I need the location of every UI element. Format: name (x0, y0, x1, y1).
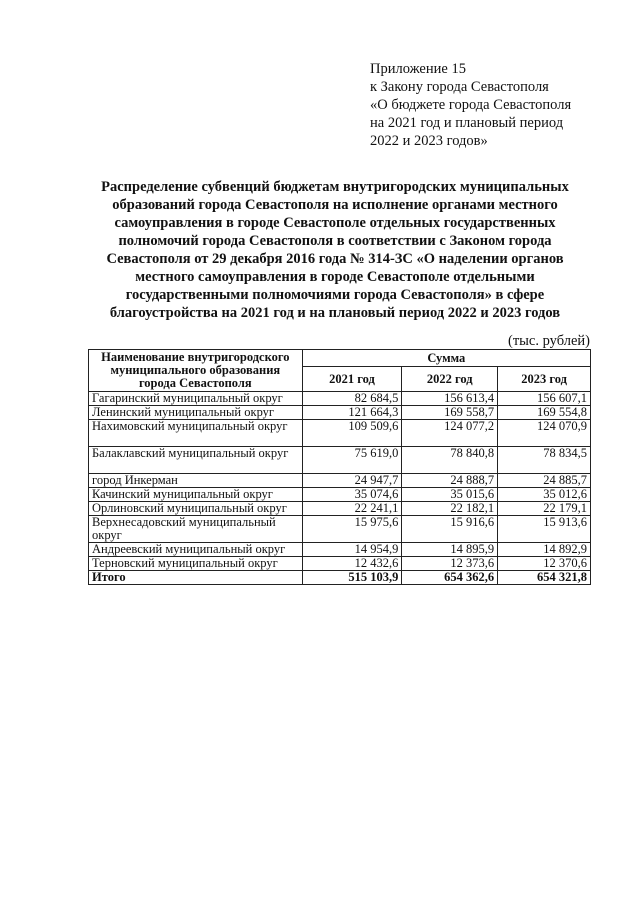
table-row (89, 447, 591, 474)
value-2023: 22 179,1 (498, 502, 591, 516)
subvention-table (88, 349, 591, 585)
row-name: Верхнесадовский муниципальный округ (89, 516, 303, 543)
title-line: самоуправления в городе Севастополе отдельных государственных (114, 215, 556, 231)
row-name: Терновский муниципальный округ (89, 557, 303, 571)
value-2021: 121 664,3 (302, 406, 402, 420)
row-name: Ленинский муниципальный округ (89, 406, 303, 420)
total-2021: 515 103,9 (302, 571, 402, 585)
title-line: государственными полномочиями города Севастополя» в сфере (125, 287, 545, 303)
table-row (89, 502, 591, 516)
value-2021: 15 975,6 (302, 516, 402, 543)
appendix-line: «О бюджете города Севастополя (370, 97, 572, 113)
value-2021: 109 509,6 (302, 420, 402, 447)
value-2023: 169 554,8 (498, 406, 591, 420)
title-line: местного самоуправления в городе Севастополе отдельными (135, 269, 535, 285)
row-name: Балаклавский муниципальный округ (89, 447, 303, 474)
value-2022: 22 182,1 (402, 502, 498, 516)
value-2023: 78 834,5 (498, 447, 591, 474)
header-year-2022: 2022 год (402, 367, 498, 392)
appendix-note (370, 60, 571, 150)
value-2021: 82 684,5 (302, 392, 402, 406)
total-2023: 654 321,8 (498, 571, 591, 585)
header-sum: Сумма (302, 350, 590, 367)
row-name: Орлиновский муниципальный округ (89, 502, 303, 516)
appendix-line: Приложение 15 (370, 61, 466, 77)
table-row (89, 557, 591, 571)
value-2021: 12 432,6 (302, 557, 402, 571)
table-row (89, 488, 591, 502)
table-row (89, 392, 591, 406)
title-line: образований города Севастополя на исполнение органами местного (112, 197, 558, 213)
value-2022: 124 077,2 (402, 420, 498, 447)
value-2023: 12 370,6 (498, 557, 591, 571)
value-2023: 14 892,9 (498, 543, 591, 557)
header-name: Наименование внутригородского муниципального образования города Севастополя (89, 350, 303, 392)
table-row (89, 516, 591, 543)
value-2022: 15 916,6 (402, 516, 498, 543)
value-2022: 78 840,8 (402, 447, 498, 474)
value-2023: 156 607,1 (498, 392, 591, 406)
value-2022: 156 613,4 (402, 392, 498, 406)
document-title (85, 178, 585, 322)
total-row (89, 571, 591, 585)
row-name: город Инкерман (89, 474, 303, 488)
header-year-2021: 2021 год (302, 367, 402, 392)
value-2023: 15 913,6 (498, 516, 591, 543)
table-row (89, 420, 591, 447)
value-2021: 22 241,1 (302, 502, 402, 516)
title-line: полномочий города Севастополя в соответствии с Законом города (118, 233, 552, 249)
value-2022: 14 895,9 (402, 543, 498, 557)
value-2022: 12 373,6 (402, 557, 498, 571)
appendix-line: 2022 и 2023 годов» (370, 133, 488, 149)
value-2023: 35 012,6 (498, 488, 591, 502)
row-name: Гагаринский муниципальный округ (89, 392, 303, 406)
value-2022: 35 015,6 (402, 488, 498, 502)
table-row (89, 474, 591, 488)
row-name: Андреевский муниципальный округ (89, 543, 303, 557)
value-2022: 169 558,7 (402, 406, 498, 420)
table-row (89, 543, 591, 557)
total-label: Итого (89, 571, 303, 585)
title-line: благоустройства на 2021 год и на плановый период 2022 и 2023 годов (109, 305, 561, 321)
value-2022: 24 888,7 (402, 474, 498, 488)
row-name: Нахимовский муниципальный округ (89, 420, 303, 447)
title-line: Севастополя от 29 декабря 2016 года № 314-ЗС «О наделении органов (106, 251, 564, 267)
title-line: Распределение субвенций бюджетам внутригородских муниципальных (101, 179, 569, 195)
appendix-line: к Закону города Севастополя (370, 79, 549, 95)
value-2021: 24 947,7 (302, 474, 402, 488)
row-name: Качинский муниципальный округ (89, 488, 303, 502)
header-year-2023: 2023 год (498, 367, 591, 392)
units-label: (тыс. рублей) (508, 333, 590, 349)
total-2022: 654 362,6 (402, 571, 498, 585)
appendix-line: на 2021 год и плановый период (370, 115, 564, 131)
value-2023: 124 070,9 (498, 420, 591, 447)
value-2021: 75 619,0 (302, 447, 402, 474)
value-2021: 35 074,6 (302, 488, 402, 502)
table-row (89, 406, 591, 420)
value-2021: 14 954,9 (302, 543, 402, 557)
value-2023: 24 885,7 (498, 474, 591, 488)
